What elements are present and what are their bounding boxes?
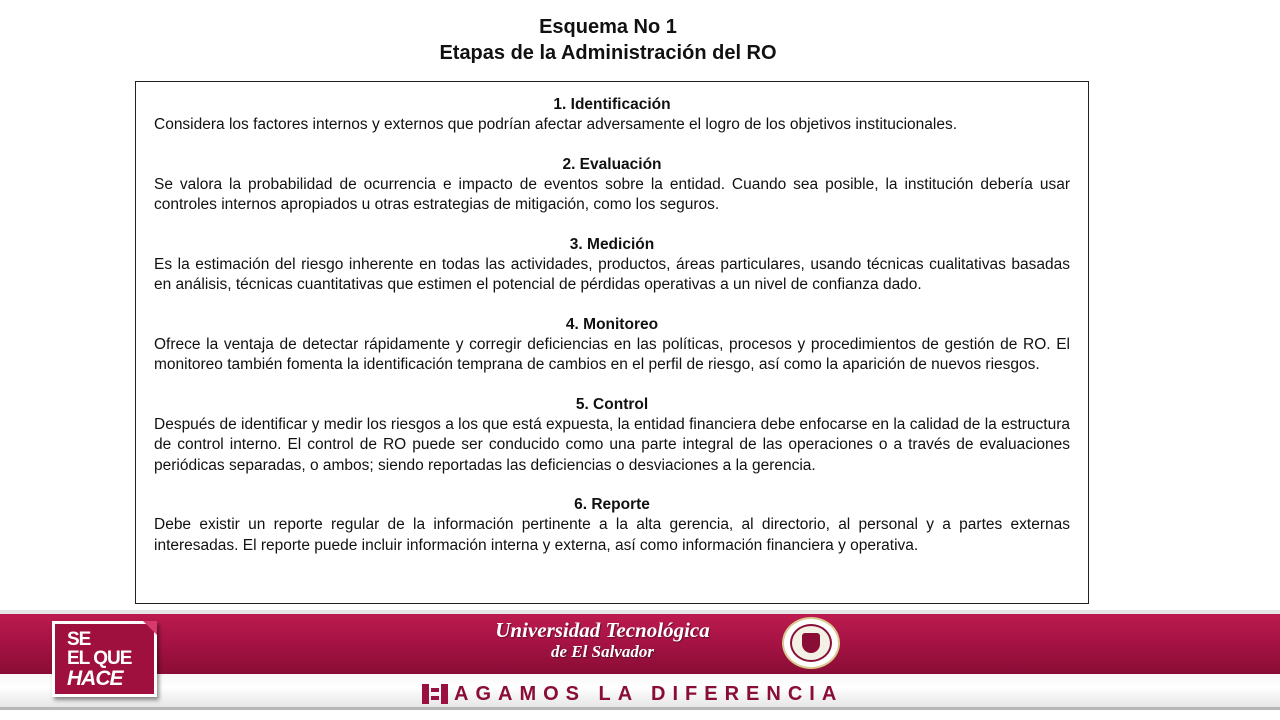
title-line-1: Esquema No 1 [539, 16, 677, 38]
section-body: Se valora la probabilidad de ocurrencia e impacto de eventos sobre la entidad. Cuando sea posible, la institución debería usar controles internos apropiados u otras estrategias de mitigación, como los seguros. [154, 175, 1070, 213]
section-heading: 4. Monitoreo [565, 315, 659, 333]
section-body: Debe existir un reporte regular de la información pertinente a la alta gerencia, al directorio, al personal y a partes externas interesadas. El reporte puede incluir información interna y externa, así como información financiera y operativa. [154, 516, 1070, 554]
section-body: Después de identificar y medir los riesgos a los que está expuesta, la entidad financiera debe enfocarse en la calidad de la estructura de control interno. El control de RO puede ser conducido como una parte integral de las operaciones o a través de evaluaciones periódicas separadas, o ambos; siendo reportadas las deficiencias o desviaciones a la gerencia. [154, 415, 1070, 474]
section-heading: 3. Medición [569, 235, 655, 253]
se-el-que-hace-badge [52, 621, 157, 697]
section-body: Considera los factores internos y externos que podrían afectar adversamente el logro de los objetivos institucionales. [154, 116, 958, 133]
section-monitoreo [154, 315, 1070, 376]
university-name [430, 618, 775, 662]
section-body: Ofrece la ventaja de detectar rápidamente y corregir deficiencias en las políticas, procesos y procedimientos de gestión de RO. El monitoreo también fomenta la identificación temprana de cambios en el perfil de riesgo, así como la aparición de nuevos riesgos. [154, 335, 1070, 373]
section-medicion [154, 235, 1070, 296]
footer-divider [0, 610, 1280, 614]
section-body: Es la estimación del riesgo inherente en todas las actividades, productos, áreas particulares, usando técnicas cualitativas basadas en análisis, técnicas cuantitativas que estimen el potencial de pérdidas operativas a un nivel de confianza dado. [154, 255, 1070, 293]
section-heading: 1. Identificación [553, 96, 671, 113]
section-heading: 6. Reporte [574, 496, 650, 513]
university-seal-icon [782, 617, 840, 669]
section-identificacion [154, 95, 1070, 136]
university-name-line-1: Universidad Tecnológica [495, 618, 710, 642]
page-title [0, 14, 1216, 66]
badge-line-1: SE [67, 629, 91, 650]
slogan-row [422, 682, 843, 706]
badge-line-3: HACE [67, 667, 123, 690]
university-name-line-2: de El Salvador [551, 642, 654, 661]
stages-box [135, 81, 1089, 604]
badge-corner-fold [143, 621, 157, 635]
section-reporte [154, 495, 1070, 556]
badge-line-2: EL QUE [67, 648, 132, 669]
section-evaluacion [154, 155, 1070, 216]
h-logo-icon [422, 684, 448, 704]
seal-ring [790, 624, 832, 662]
title-line-2: Etapas de la Administración del RO [439, 42, 777, 64]
slogan-text: AGAMOS LA DIFERENCIA [454, 683, 844, 705]
section-heading: 5. Control [575, 395, 649, 413]
seal-shield [802, 633, 820, 653]
section-control [154, 395, 1070, 477]
section-heading: 2. Evaluación [562, 155, 662, 173]
